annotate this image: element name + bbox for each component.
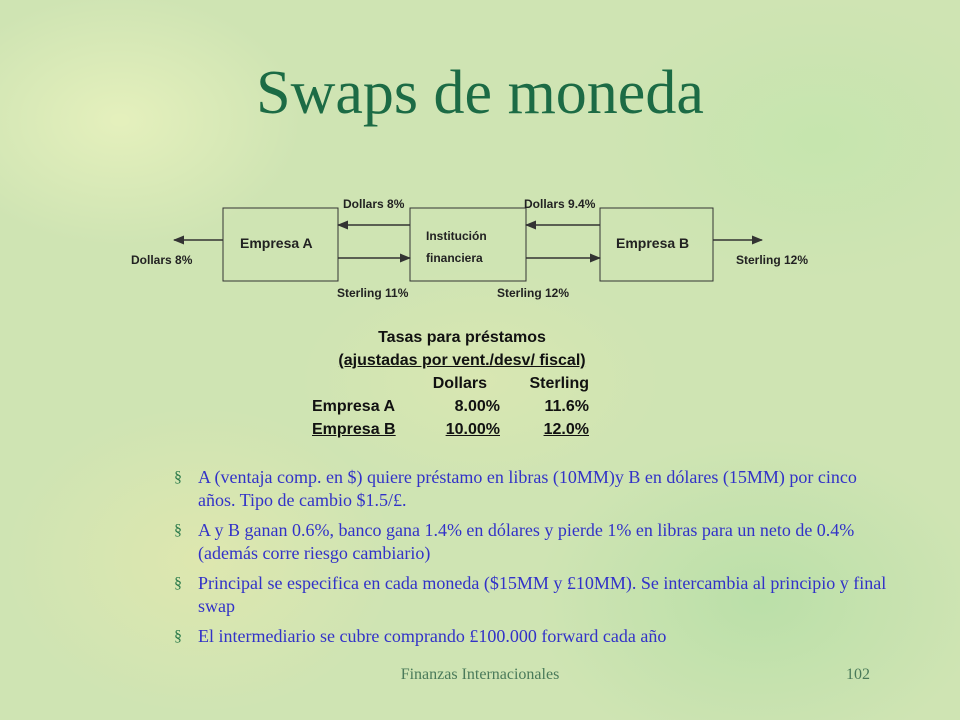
bullet-text: El intermediario se cubre comprando £100.000 forward cada año xyxy=(198,626,667,646)
section-mark-icon: § xyxy=(174,628,182,645)
col-dollars: Dollars xyxy=(432,375,487,392)
bullet-text: A (ventaja comp. en $) quiere préstamo en libras (10MM)y B en dólares (15MM) por cinco años. Tipo de cambio $1.5/£. xyxy=(198,467,857,510)
list-item xyxy=(174,625,894,648)
row-sterling: 11.6% xyxy=(544,398,589,415)
section-mark-icon: § xyxy=(174,469,182,486)
bullet-text: Principal se especifica en cada moneda ($15MM y £10MM). Se intercambia al principio y final swap xyxy=(198,573,887,616)
bullet-list xyxy=(174,466,894,655)
rates-table xyxy=(312,326,612,441)
bullet-text: A y B ganan 0.6%, banco gana 1.4% en dólares y pierde 1% en libras para un neto de 0.4% (además corre riesgo cambiario) xyxy=(198,520,855,563)
row-name: Empresa A xyxy=(312,398,395,415)
row-dollars: 10.00% xyxy=(445,421,500,438)
footer-page-number: 102 xyxy=(846,666,870,683)
bottom-right-flow-label: Sterling 12% xyxy=(497,286,570,300)
outer-dollars-label: Dollars 8% xyxy=(131,253,193,267)
institucion-label-2: financiera xyxy=(426,251,483,265)
top-right-flow-label: Dollars 9.4% xyxy=(524,197,596,211)
rates-table-header xyxy=(312,372,612,395)
empresa-a-label: Empresa A xyxy=(240,235,313,251)
list-item xyxy=(174,466,894,512)
bottom-left-flow-label: Sterling 11% xyxy=(337,286,409,300)
table-row xyxy=(312,418,612,441)
list-item xyxy=(174,572,894,618)
row-sterling: 12.0% xyxy=(543,421,589,438)
top-left-flow-label: Dollars 8% xyxy=(343,197,405,211)
row-name: Empresa B xyxy=(312,421,396,438)
slide-title: Swaps de moneda xyxy=(256,59,704,127)
rates-table-subtitle: (ajustadas por vent./desv/ fiscal) xyxy=(338,352,586,369)
row-dollars: 8.00% xyxy=(454,398,500,415)
section-mark-icon: § xyxy=(174,575,182,592)
institucion-label-1: Institución xyxy=(426,229,487,243)
col-sterling: Sterling xyxy=(529,375,589,392)
institucion-box xyxy=(410,208,526,281)
rates-table-title: Tasas para préstamos xyxy=(378,329,546,346)
empresa-b-label: Empresa B xyxy=(616,235,690,251)
outer-sterling-label: Sterling 12% xyxy=(736,253,809,267)
section-mark-icon: § xyxy=(174,522,182,539)
list-item xyxy=(174,519,894,565)
footer-course: Finanzas Internacionales xyxy=(400,666,560,683)
table-row xyxy=(312,395,612,418)
